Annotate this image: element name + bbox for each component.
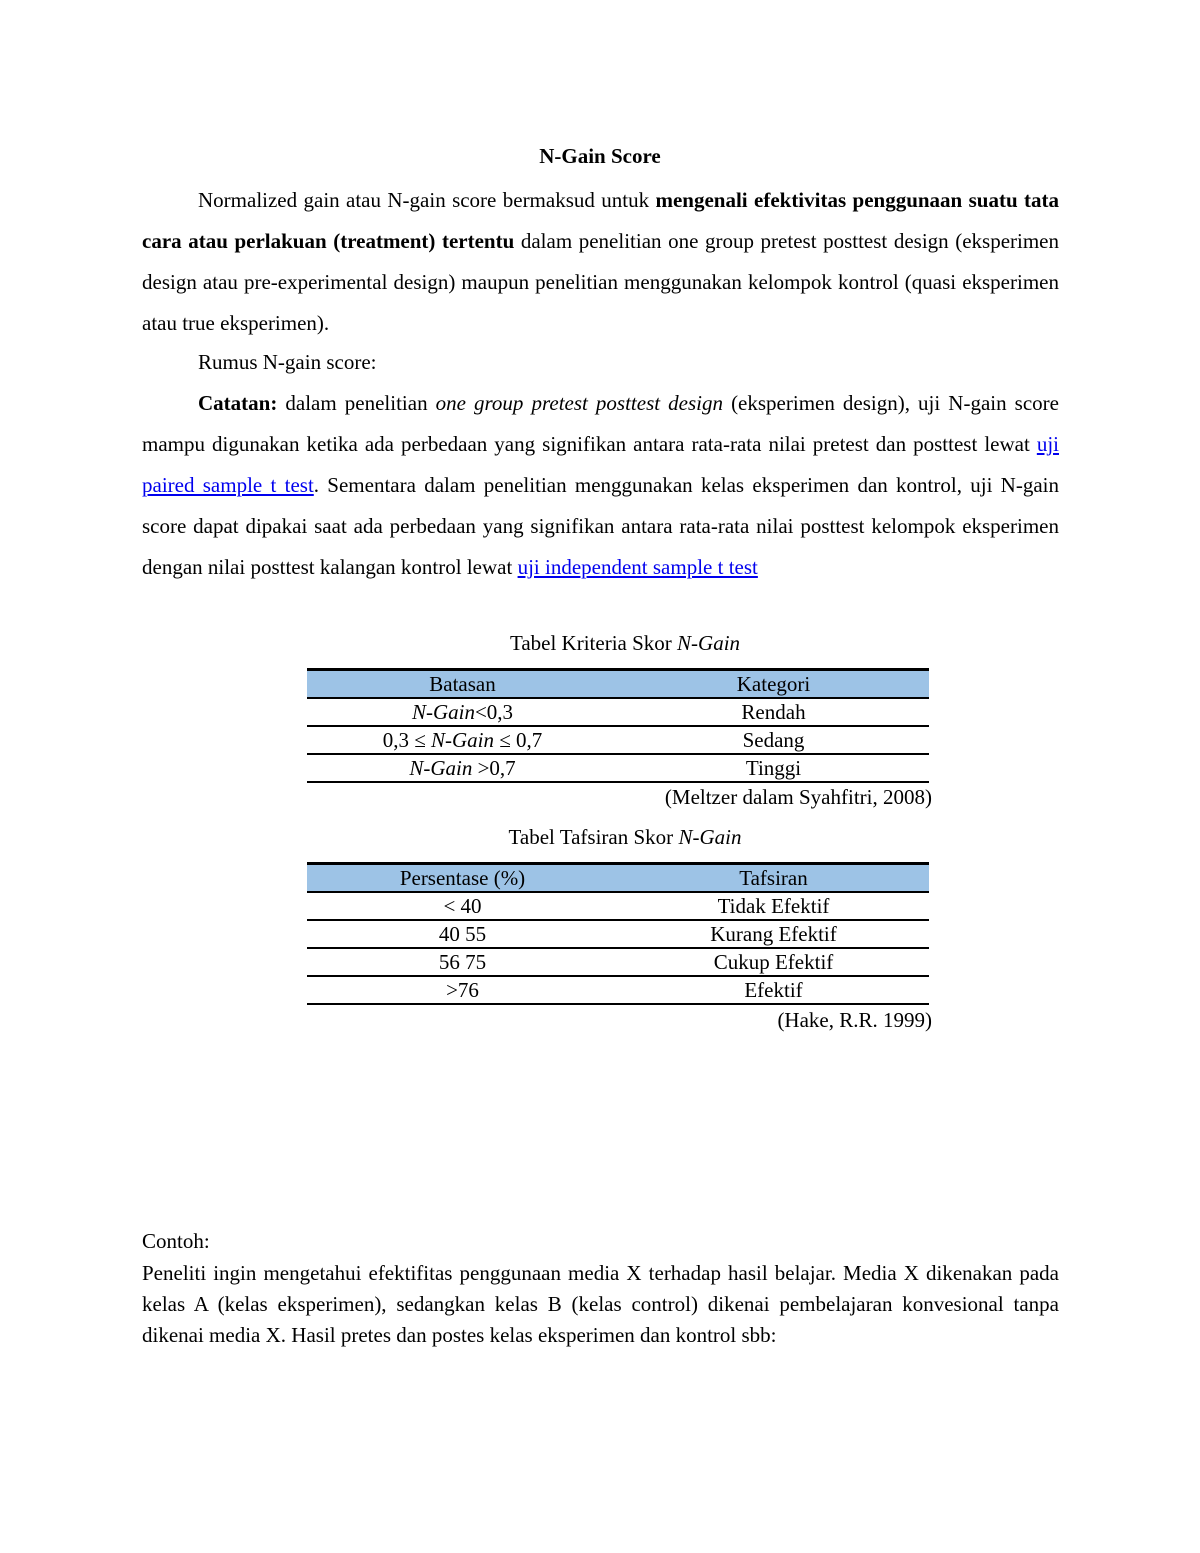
persentase-cell: >76 xyxy=(307,976,618,1004)
intro-bold-text: mengenali efektivitas penggunaan suatu tata cara atau perlakuan (treatment) tertentu xyxy=(142,188,1059,253)
kategori-cell: Rendah xyxy=(618,698,929,726)
independent-t-test-link[interactable]: uji independent sample t test xyxy=(517,555,758,579)
batasan-italic: N-Gain xyxy=(411,700,475,724)
catatan-label: Catatan: xyxy=(198,391,278,415)
batasan-cell xyxy=(307,726,618,754)
batasan-italic: N-Gain xyxy=(409,756,473,780)
table1-caption-italic: N-Gain xyxy=(677,631,741,655)
tafsiran-cell: Cukup Efektif xyxy=(618,948,929,976)
table-row xyxy=(307,948,929,976)
table1-source: (Meltzer dalam Syahfitri, 2008) xyxy=(664,785,932,809)
table-row xyxy=(307,892,929,920)
header-tafsiran: Tafsiran xyxy=(618,864,929,893)
intro-paragraph xyxy=(142,180,1059,344)
table-row xyxy=(307,726,929,754)
batasan-cell xyxy=(307,698,618,726)
table-row xyxy=(307,920,929,948)
persentase-cell: 40 55 xyxy=(307,920,618,948)
batasan-post: <0,3 xyxy=(474,700,514,724)
header-kategori: Kategori xyxy=(618,670,929,699)
table2-caption xyxy=(0,824,1200,850)
persentase-cell: 56 75 xyxy=(307,948,618,976)
table-header-row xyxy=(307,864,929,893)
header-batasan: Batasan xyxy=(307,670,618,699)
persentase-cell: < 40 xyxy=(307,892,618,920)
contoh-label: Contoh: xyxy=(142,1229,210,1253)
header-persentase: Persentase (%) xyxy=(307,864,618,893)
intro-text-2: dalam penelitian one group pretest posttest design (eksperimen design atau pre-experimental design) maupun penelitian menggunakan kelompok kontrol (quasi eksperimen atau true eksperimen). xyxy=(142,229,1060,335)
table-row xyxy=(307,698,929,726)
contoh-paragraph: Peneliti ingin mengetahui efektifitas penggunaan media X terhadap hasil belajar. Media X dikenakan pada kelas A (kelas eksperimen), sedangkan kelas B (kelas control) dikenai pembelajaran konvesional tanpa dikenai media X. Hasil pretes dan postes kelas eksperimen dan kontrol sbb: xyxy=(142,1261,1059,1347)
batasan-pre: 0,3 ≤ xyxy=(382,728,431,752)
table-row xyxy=(307,976,929,1004)
table-header-row xyxy=(307,670,929,699)
interpretation-table xyxy=(307,862,929,1005)
table1-caption xyxy=(0,630,1200,656)
criteria-table xyxy=(307,668,929,783)
batasan-cell xyxy=(307,754,618,782)
catatan-italic-text: one group pretest posttest design xyxy=(435,391,723,415)
paired-t-test-link[interactable]: uji paired sample t test xyxy=(142,432,1059,497)
table2-source: (Hake, R.R. 1999) xyxy=(777,1008,932,1032)
intro-text-1: Normalized gain atau N-gain score bermaksud untuk xyxy=(198,188,656,212)
table1-caption-text: Tabel Kriteria Skor xyxy=(509,631,678,655)
batasan-italic: N-Gain xyxy=(431,728,494,752)
table2-caption-italic: N-Gain xyxy=(678,825,742,849)
kategori-cell: Tinggi xyxy=(618,754,929,782)
tafsiran-cell: Tidak Efektif xyxy=(618,892,929,920)
page-title: N-Gain Score xyxy=(539,144,661,168)
table2-caption-text: Tabel Tafsiran Skor xyxy=(508,825,679,849)
tafsiran-cell: Kurang Efektif xyxy=(618,920,929,948)
tafsiran-cell: Efektif xyxy=(618,976,929,1004)
table-row xyxy=(307,754,929,782)
catatan-text-1: dalam penelitian xyxy=(277,391,436,415)
batasan-post: ≤ 0,7 xyxy=(494,728,543,752)
rumus-label: Rumus N-gain score: xyxy=(198,350,377,374)
batasan-post: >0,7 xyxy=(472,756,516,780)
kategori-cell: Sedang xyxy=(618,726,929,754)
catatan-text-3: . Sementara dalam penelitian menggunakan kelas eksperimen dan kontrol, uji N-gain score dapat dipakai saat ada perbedaan yang signifikan antara rata-rata nilai posttest kelompok eksperimen dengan nilai posttest kalangan kontrol lewat xyxy=(142,473,1059,579)
catatan-text-2: (eksperimen design), uji N-gain score mampu digunakan ketika ada perbedaan yang signifikan antara rata-rata nilai pretest dan posttest lewat xyxy=(142,391,1059,456)
catatan-paragraph xyxy=(142,383,1059,588)
